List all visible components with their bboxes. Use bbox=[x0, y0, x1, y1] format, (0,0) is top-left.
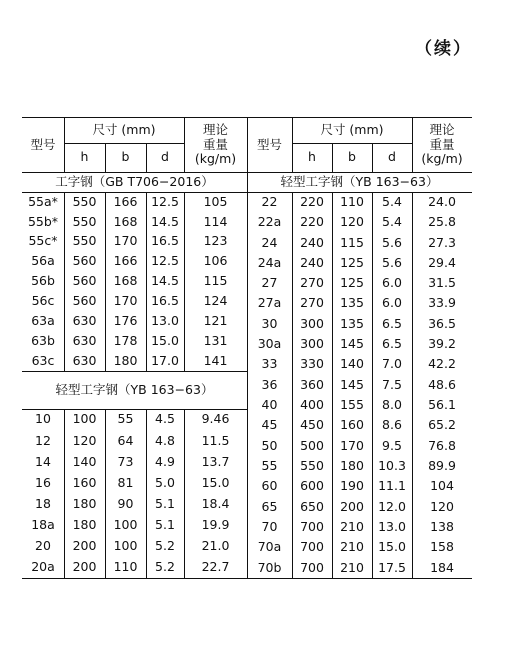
table-cell: 170 bbox=[113, 293, 138, 309]
table-cell: 14.5 bbox=[151, 213, 179, 229]
table-cell: 360 bbox=[300, 376, 324, 392]
right-header-weight-line: (kg/m) bbox=[421, 151, 463, 167]
column-divider bbox=[292, 192, 293, 578]
table-cell: 6.5 bbox=[382, 315, 402, 331]
table-cell: 56c bbox=[31, 293, 55, 309]
table-cell: 135 bbox=[340, 315, 364, 331]
table-cell: 550 bbox=[300, 458, 324, 473]
table-cell: 36.5 bbox=[428, 315, 456, 331]
column-divider bbox=[184, 118, 185, 172]
table-cell: 40 bbox=[261, 397, 278, 413]
table-cell: 31.5 bbox=[428, 275, 456, 291]
table-cell: 24 bbox=[261, 234, 278, 250]
table-cell: 550 bbox=[72, 213, 97, 229]
table-cell: 33 bbox=[261, 356, 278, 372]
table-cell: 55 bbox=[261, 458, 278, 473]
table-cell: 12.0 bbox=[378, 498, 406, 514]
table-cell: 170 bbox=[113, 233, 138, 249]
column-divider bbox=[332, 143, 333, 172]
table-cell: 11.1 bbox=[378, 478, 406, 494]
table-cell: 114 bbox=[203, 213, 228, 229]
right-header-h: h bbox=[308, 149, 316, 165]
table-cell: 9.5 bbox=[382, 437, 402, 453]
table-cell: 124 bbox=[203, 293, 228, 309]
table-cell: 135 bbox=[340, 295, 364, 311]
table-cell: 145 bbox=[340, 376, 364, 392]
table-cell: 27.3 bbox=[428, 234, 456, 250]
left-header-weight bbox=[184, 118, 247, 172]
table-cell: 630 bbox=[72, 332, 97, 348]
table-cell: 56b bbox=[31, 273, 55, 289]
table-cell: 5.2 bbox=[155, 559, 175, 575]
table-cell: 125 bbox=[340, 254, 364, 270]
left-header-weight-line: 重量 bbox=[202, 136, 228, 152]
column-divider bbox=[184, 192, 185, 371]
table-cell: 210 bbox=[340, 539, 364, 555]
column-divider bbox=[105, 143, 106, 172]
table-cell: 42.2 bbox=[428, 356, 456, 372]
table-cell: 15.0 bbox=[201, 474, 230, 490]
table-cell: 16.5 bbox=[151, 233, 179, 249]
column-divider bbox=[64, 118, 65, 172]
table-cell: 178 bbox=[113, 332, 138, 348]
table-cell: 19.9 bbox=[201, 516, 230, 532]
left-header-size: 尺寸 (mm) bbox=[92, 122, 156, 138]
table-cell: 630 bbox=[72, 313, 97, 329]
table-cell: 13.0 bbox=[378, 518, 406, 534]
table-cell: 33.9 bbox=[428, 295, 456, 311]
right-header-b: b bbox=[348, 149, 356, 165]
table-cell: 330 bbox=[300, 356, 324, 372]
table-cell: 48.6 bbox=[428, 376, 456, 392]
table-cell: 4.9 bbox=[155, 453, 175, 469]
table-cell: 13.0 bbox=[151, 313, 179, 329]
table-cell: 168 bbox=[113, 213, 138, 229]
column-divider bbox=[184, 409, 185, 578]
table-cell: 138 bbox=[430, 518, 454, 534]
table-cell: 50 bbox=[261, 437, 278, 453]
table-cell: 168 bbox=[113, 273, 138, 289]
column-divider bbox=[146, 192, 147, 371]
table-cell: 120 bbox=[340, 214, 364, 230]
table-cell: 180 bbox=[72, 495, 97, 511]
column-divider bbox=[247, 118, 248, 578]
table-cell: 210 bbox=[340, 518, 364, 534]
continued-label: （续） bbox=[415, 39, 472, 59]
table-cell: 24a bbox=[257, 254, 282, 270]
table-cell: 17.5 bbox=[378, 559, 406, 575]
table-cell: 200 bbox=[72, 538, 97, 554]
table-cell: 145 bbox=[340, 336, 364, 352]
table-cell: 560 bbox=[72, 273, 97, 289]
table-cell: 22.7 bbox=[201, 559, 230, 575]
table-cell: 6.5 bbox=[382, 336, 402, 352]
table-cell: 14 bbox=[35, 453, 51, 469]
row-divider bbox=[64, 143, 184, 144]
table-cell: 180 bbox=[340, 458, 364, 473]
table-cell: 65.2 bbox=[428, 417, 456, 433]
table-cell: 18 bbox=[35, 495, 51, 511]
table-cell: 115 bbox=[340, 234, 364, 250]
table-cell: 18.4 bbox=[201, 495, 230, 511]
table-cell: 25.8 bbox=[428, 214, 456, 230]
right-section-title: 轻型工字钢（YB 163−63） bbox=[280, 173, 439, 189]
table-cell: 14.5 bbox=[151, 273, 179, 289]
left-header-weight-line: (kg/m) bbox=[194, 151, 237, 167]
table-cell: 16 bbox=[35, 474, 51, 490]
row-divider bbox=[22, 409, 247, 410]
table-cell: 45 bbox=[261, 417, 278, 433]
table-cell: 8.6 bbox=[382, 417, 402, 433]
table-cell: 76.8 bbox=[428, 437, 456, 453]
table-cell: 70 bbox=[261, 518, 278, 534]
table-cell: 5.2 bbox=[155, 538, 175, 554]
table-cell: 63a bbox=[31, 313, 55, 329]
table-cell: 56a bbox=[31, 253, 55, 269]
table-cell: 5.1 bbox=[155, 516, 175, 532]
table-cell: 100 bbox=[113, 516, 138, 532]
table-cell: 6.0 bbox=[382, 295, 402, 311]
table-cell: 27 bbox=[261, 275, 278, 291]
table-cell: 29.4 bbox=[428, 254, 456, 270]
column-divider bbox=[64, 192, 65, 371]
table-cell: 15.0 bbox=[378, 539, 406, 555]
table-cell: 30 bbox=[261, 315, 278, 331]
table-cell: 10 bbox=[35, 411, 51, 427]
table-cell: 7.0 bbox=[382, 356, 402, 372]
table-cell: 6.0 bbox=[382, 275, 402, 291]
table-cell: 300 bbox=[300, 336, 324, 352]
table-cell: 36 bbox=[261, 376, 278, 392]
right-header-d: d bbox=[388, 149, 396, 165]
table-cell: 100 bbox=[72, 411, 97, 427]
column-divider bbox=[412, 192, 413, 578]
table-cell: 123 bbox=[203, 233, 228, 249]
table-cell: 12.5 bbox=[151, 253, 179, 269]
column-divider bbox=[372, 192, 373, 578]
table-cell: 27a bbox=[257, 295, 282, 311]
table-cell: 560 bbox=[72, 253, 97, 269]
table-cell: 12 bbox=[35, 432, 51, 448]
table-cell: 400 bbox=[300, 397, 324, 413]
table-cell: 64 bbox=[117, 432, 134, 448]
table-cell: 121 bbox=[203, 313, 228, 329]
table-cell: 12.5 bbox=[151, 193, 179, 209]
table-cell: 100 bbox=[113, 538, 138, 554]
table-cell: 180 bbox=[72, 516, 97, 532]
table-cell: 700 bbox=[300, 559, 324, 575]
table-cell: 220 bbox=[300, 214, 324, 230]
table-cell: 125 bbox=[340, 275, 364, 291]
table-cell: 200 bbox=[72, 559, 97, 575]
right-header-model: 型号 bbox=[256, 136, 282, 152]
table-cell: 220 bbox=[300, 193, 324, 209]
column-divider bbox=[64, 409, 65, 578]
row-divider bbox=[292, 143, 412, 144]
left-section-title: 轻型工字钢（YB 163−63） bbox=[55, 381, 214, 397]
table-cell: 20a bbox=[31, 559, 55, 575]
table-cell: 115 bbox=[203, 273, 228, 289]
table-cell: 5.4 bbox=[382, 193, 402, 209]
table-cell: 131 bbox=[203, 332, 228, 348]
table-cell: 60 bbox=[261, 478, 278, 494]
steel-spec-table bbox=[22, 117, 472, 579]
table-cell: 184 bbox=[430, 559, 454, 575]
table-cell: 10.3 bbox=[378, 458, 406, 473]
table-cell: 170 bbox=[340, 437, 364, 453]
table-cell: 270 bbox=[300, 295, 324, 311]
table-cell: 16.5 bbox=[151, 293, 179, 309]
table-cell: 55a* bbox=[28, 193, 58, 209]
table-cell: 55 bbox=[117, 411, 134, 427]
table-cell: 65 bbox=[261, 498, 278, 514]
table-cell: 104 bbox=[430, 478, 454, 494]
table-cell: 70a bbox=[257, 539, 282, 555]
table-cell: 240 bbox=[300, 254, 324, 270]
table-cell: 158 bbox=[430, 539, 454, 555]
table-cell: 5.1 bbox=[155, 495, 175, 511]
table-cell: 24.0 bbox=[428, 193, 456, 209]
table-cell: 13.7 bbox=[201, 453, 230, 469]
table-cell: 630 bbox=[72, 352, 97, 368]
right-header-weight bbox=[412, 118, 472, 172]
table-cell: 39.2 bbox=[428, 336, 456, 352]
column-divider bbox=[292, 118, 293, 172]
table-cell: 63c bbox=[31, 352, 55, 368]
table-cell: 560 bbox=[72, 293, 97, 309]
table-cell: 90 bbox=[117, 495, 134, 511]
table-cell: 110 bbox=[113, 559, 138, 575]
column-divider bbox=[146, 143, 147, 172]
table-cell: 81 bbox=[117, 474, 134, 490]
table-cell: 18a bbox=[31, 516, 55, 532]
table-cell: 160 bbox=[72, 474, 97, 490]
table-cell: 106 bbox=[203, 253, 228, 269]
table-cell: 600 bbox=[300, 478, 324, 494]
table-cell: 120 bbox=[430, 498, 454, 514]
table-cell: 190 bbox=[340, 478, 364, 494]
table-cell: 89.9 bbox=[428, 458, 456, 473]
table-cell: 4.5 bbox=[155, 411, 175, 427]
right-header-weight-line: 理论 bbox=[429, 122, 455, 138]
table-cell: 210 bbox=[340, 559, 364, 575]
table-cell: 55b* bbox=[27, 213, 59, 229]
table-cell: 450 bbox=[300, 417, 324, 433]
table-cell: 166 bbox=[113, 193, 138, 209]
right-header-weight-line: 重量 bbox=[429, 136, 455, 152]
column-divider bbox=[105, 409, 106, 578]
table-cell: 700 bbox=[300, 518, 324, 534]
table-cell: 15.0 bbox=[151, 332, 179, 348]
column-divider bbox=[412, 118, 413, 172]
table-cell: 240 bbox=[300, 234, 324, 250]
table-cell: 56.1 bbox=[428, 397, 456, 413]
table-cell: 105 bbox=[203, 193, 228, 209]
table-cell: 110 bbox=[340, 193, 364, 209]
table-cell: 120 bbox=[72, 432, 97, 448]
column-divider bbox=[146, 409, 147, 578]
table-cell: 4.8 bbox=[155, 432, 175, 448]
table-cell: 22a bbox=[257, 214, 282, 230]
table-cell: 70b bbox=[257, 559, 282, 575]
table-cell: 500 bbox=[300, 437, 324, 453]
table-cell: 176 bbox=[113, 313, 138, 329]
table-cell: 200 bbox=[340, 498, 364, 514]
row-divider bbox=[22, 371, 247, 372]
table-cell: 5.6 bbox=[382, 254, 402, 270]
table-cell: 270 bbox=[300, 275, 324, 291]
table-cell: 550 bbox=[72, 193, 97, 209]
table-cell: 30a bbox=[257, 336, 282, 352]
table-cell: 8.0 bbox=[382, 397, 402, 413]
table-cell: 55c* bbox=[28, 233, 58, 249]
column-divider bbox=[372, 143, 373, 172]
table-cell: 21.0 bbox=[201, 538, 230, 554]
table-cell: 140 bbox=[340, 356, 364, 372]
column-divider bbox=[332, 192, 333, 578]
table-cell: 5.4 bbox=[382, 214, 402, 230]
table-cell: 5.0 bbox=[155, 474, 175, 490]
table-cell: 166 bbox=[113, 253, 138, 269]
left-section-title: 工字钢（GB T706−2016） bbox=[55, 173, 214, 189]
column-divider bbox=[105, 192, 106, 371]
table-cell: 63b bbox=[31, 332, 55, 348]
table-cell: 160 bbox=[340, 417, 364, 433]
table-cell: 7.5 bbox=[382, 376, 402, 392]
left-header-model: 型号 bbox=[30, 136, 56, 152]
table-cell: 17.0 bbox=[151, 352, 179, 368]
table-cell: 300 bbox=[300, 315, 324, 331]
table-cell: 550 bbox=[72, 233, 97, 249]
table-cell: 9.46 bbox=[201, 411, 230, 427]
table-cell: 700 bbox=[300, 539, 324, 555]
table-cell: 650 bbox=[300, 498, 324, 514]
right-header-size: 尺寸 (mm) bbox=[320, 122, 384, 138]
left-header-h: h bbox=[80, 149, 89, 165]
table-cell: 11.5 bbox=[201, 432, 230, 448]
table-cell: 141 bbox=[203, 352, 228, 368]
table-cell: 155 bbox=[340, 397, 364, 413]
left-header-weight-line: 理论 bbox=[202, 122, 228, 138]
table-cell: 140 bbox=[72, 453, 97, 469]
left-header-b: b bbox=[121, 149, 130, 165]
left-header-d: d bbox=[161, 149, 169, 165]
table-cell: 5.6 bbox=[382, 234, 402, 250]
table-cell: 22 bbox=[261, 193, 278, 209]
table-cell: 73 bbox=[117, 453, 134, 469]
table-cell: 20 bbox=[35, 538, 51, 554]
table-cell: 180 bbox=[113, 352, 138, 368]
